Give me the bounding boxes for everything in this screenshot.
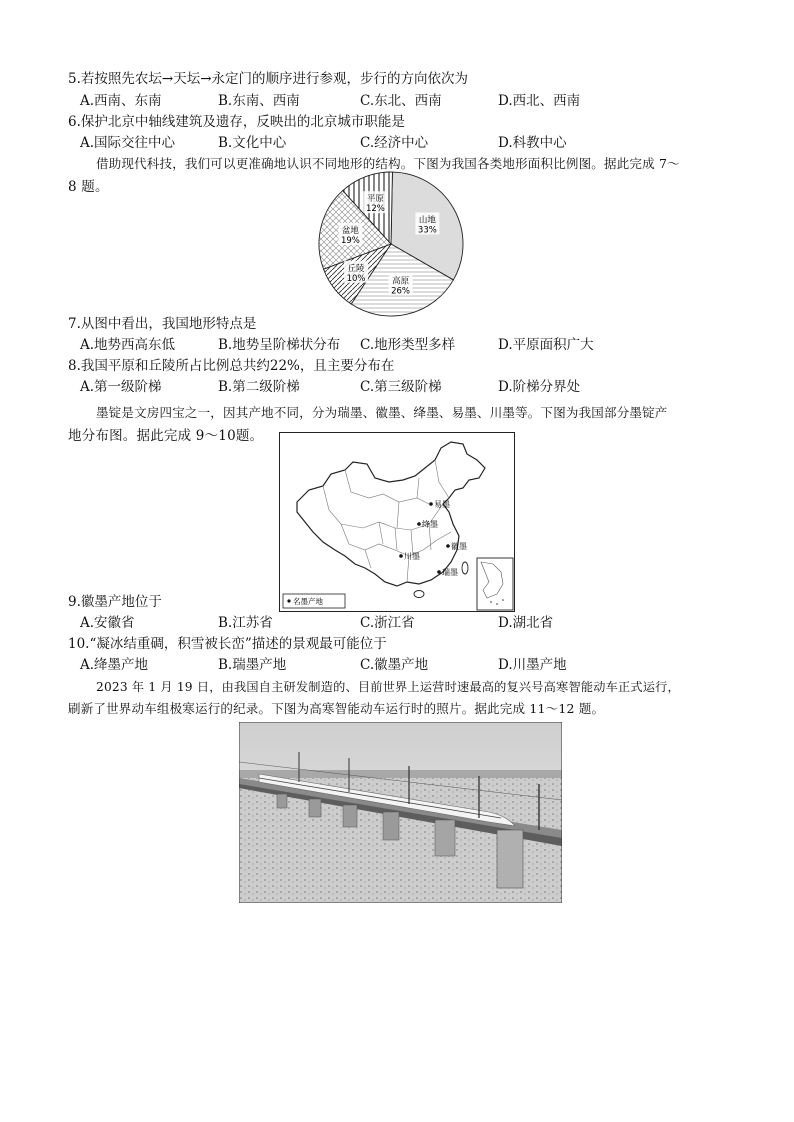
question-8-option-b: B.第二级阶梯: [218, 379, 300, 395]
question-7-option-a: A.地势西高东低: [80, 337, 176, 353]
question-6-option-a: A.国际交往中心: [80, 135, 176, 151]
question-10-option-a: A.绛墨产地: [80, 657, 149, 673]
pie-value-label: 10%: [346, 273, 366, 284]
question-9-option-a: A.安徽省: [80, 615, 135, 631]
question-10-option-b: B.瑞墨产地: [218, 657, 287, 673]
question-10-option-d: D.川墨产地: [498, 657, 567, 673]
intro-9-10-line1: 墨锭是文房四宝之一，因其产地不同，分为瑞墨、徽墨、绛墨、易墨、川墨等。下图为我国部分墨锭产: [96, 405, 668, 420]
high-speed-train-photo: [239, 722, 562, 903]
pie-value-label: 33%: [417, 225, 437, 236]
pie-category-label: 山地: [418, 215, 436, 226]
intro-9-10-line2: 地分布图。据此完成 9～10题。: [68, 428, 264, 444]
question-7-option-d: D.平原面积广大: [498, 337, 594, 353]
question-8-option-d: D.阶梯分界处: [498, 379, 581, 395]
terrain-pie-chart: [312, 170, 482, 320]
question-7-option-b: B.地势呈阶梯状分布: [218, 337, 341, 353]
question-7-option-c: C.地形类型多样: [360, 337, 456, 353]
pie-category-label: 丘陵: [347, 263, 365, 274]
question-5-stem: 5.若按照先农坛→天坛→永定门的顺序进行参观，步行的方向依次为: [68, 71, 469, 87]
intro-11-12-line2: 刷新了世界动车组极寒运行的纪录。下图为高寒智能动车运行时的照片。据此完成 11～12 题。: [68, 701, 605, 716]
ink-production-map: [279, 432, 515, 612]
pie-category-label: 盆地: [341, 226, 359, 237]
pie-value-label: 19%: [340, 236, 360, 247]
map-place-chuan-label: 川墨: [404, 552, 420, 561]
question-5-option-d: D.西北、西南: [498, 93, 581, 109]
question-9-stem: 9.徽墨产地位于: [68, 594, 162, 610]
map-place-jiang-label: 绛墨: [422, 520, 438, 529]
intro-7-8-line1: 借助现代科技，我们可以更准确地认识不同地形的结构。下图为我国各类地形面积比例图。据此完成 7～: [96, 156, 680, 171]
question-10-option-c: C.徽墨产地: [360, 657, 429, 673]
pie-value-label: 12%: [365, 204, 385, 215]
map-place-rui-label: 瑞墨: [442, 568, 458, 577]
question-5-option-b: B.东南、西南: [218, 93, 300, 109]
map-place-hui-label: 徽墨: [451, 542, 467, 551]
question-6-stem: 6.保护北京中轴线建筑及遗存，反映出的北京城市职能是: [68, 114, 405, 130]
pie-value-label: 26%: [391, 286, 411, 297]
question-5-option-a: A.西南、东南: [80, 93, 162, 109]
question-5-option-c: C.东北、西南: [360, 93, 442, 109]
intro-11-12-line1: 2023 年 1 月 19 日，由我国自主研发制造的、目前世界上运营时速最高的复兴号高寒智能动车正式运行，: [96, 680, 680, 694]
question-9-option-c: C.浙江省: [360, 615, 415, 631]
question-6-option-c: C.经济中心: [360, 135, 429, 151]
question-6-option-d: D.科教中心: [498, 135, 567, 151]
intro-7-8-line2: 8 题。: [68, 179, 109, 195]
question-8-option-a: A.第一级阶梯: [80, 379, 162, 395]
question-7-stem: 7.从图中看出，我国地形特点是: [68, 316, 257, 332]
question-8-stem: 8.我国平原和丘陵所占比例总共约22%，且主要分布在: [68, 358, 395, 374]
question-9-option-d: D.湖北省: [498, 615, 554, 631]
question-10-stem: 10.“凝冰结重碉，积雪被长峦”描述的景观最可能位于: [68, 636, 387, 652]
map-legend-label: 名墨产地: [293, 597, 323, 606]
map-place-yi-label: 易墨: [434, 500, 450, 509]
question-6-option-b: B.文化中心: [218, 135, 287, 151]
pie-category-label: 平原: [366, 194, 384, 205]
pie-category-label: 高原: [392, 276, 410, 287]
question-9-option-b: B.江苏省: [218, 615, 273, 631]
question-8-option-c: C.第三级阶梯: [360, 379, 442, 395]
